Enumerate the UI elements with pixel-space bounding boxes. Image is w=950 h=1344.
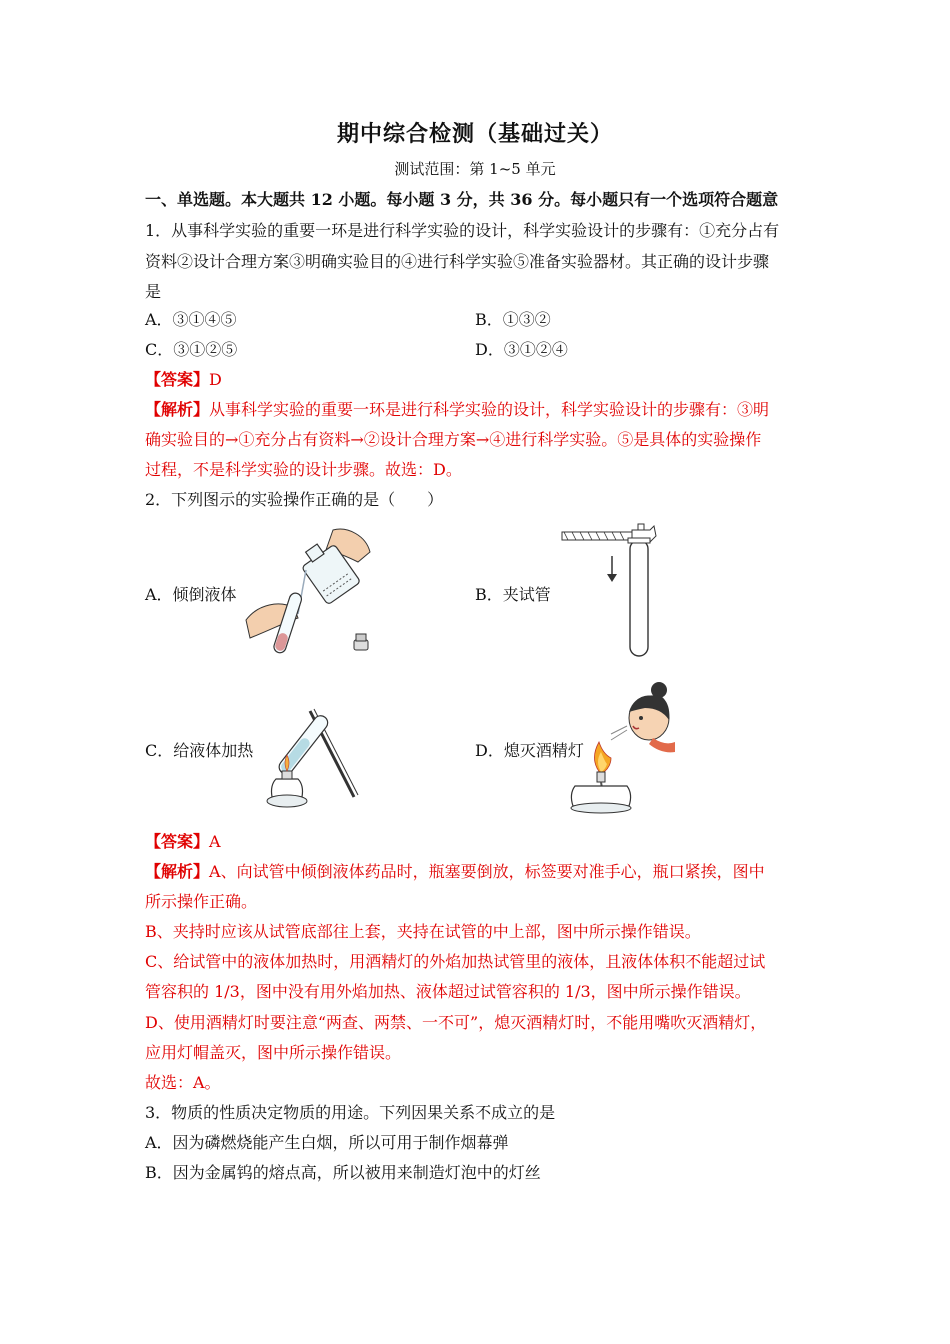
- q3-option-a: A．因为磷燃烧能产生白烟，所以可用于制作烟幕弹: [145, 1133, 509, 1152]
- q1-analysis-line1: [145, 399, 769, 421]
- q2-analysis-tag: 【解析】: [145, 862, 210, 881]
- q1-option-c: C．③①②⑤: [145, 340, 238, 359]
- q2-analysis-a-line2: 所示操作正确。: [145, 892, 258, 911]
- q1-stem-line2: 资料②设计合理方案③明确实验目的④进行科学实验⑤准备实验器材。其正确的设计步骤: [145, 252, 770, 271]
- heating-liquid-figure: [262, 705, 362, 815]
- page-title: 期中综合检测（基础过关）: [336, 122, 613, 147]
- q1-answer-tag: 【答案】: [145, 370, 210, 389]
- q1-analysis-line2: 确实验目的→①充分占有资料→②设计合理方案→④进行科学实验。⑤是具体的实验操作: [145, 430, 762, 449]
- q2-conclusion: 故选：A。: [145, 1073, 221, 1092]
- q2-analysis-c-line1: C、给试管中的液体加热时，用酒精灯的外焰加热试管里的液体，且液体体积不能超过试: [145, 952, 766, 971]
- q2-analysis-b: B、夹持时应该从试管底部往上套，夹持在试管的中上部，图中所示操作错误。: [145, 922, 701, 941]
- q1-stem-line3: 是: [145, 282, 162, 301]
- q1-analysis-text1: 从事科学实验的重要一环是进行科学实验的设计，科学实验设计的步骤有：③明: [209, 400, 770, 419]
- test-tube-clamp-figure: [558, 522, 668, 662]
- q1-option-b: B．①③②: [475, 310, 551, 329]
- q2-answer-value: A: [209, 832, 221, 851]
- q1-option-a: A．③①④⑤: [145, 310, 237, 329]
- q1-analysis-tag: 【解析】: [145, 400, 210, 419]
- q2-option-c: C．给液体加热: [145, 741, 254, 760]
- q1-answer: [145, 369, 222, 391]
- q2-analysis-c-line2: 管容积的 1/3，图中没有用外焰加热、液体超过试管容积的 1/3，图中所示操作错误。: [145, 982, 751, 1001]
- blowing-out-lamp-figure: [565, 680, 680, 815]
- q1-option-d: D．③①②④: [475, 340, 568, 359]
- page-subtitle: 测试范围：第 1~5 单元: [394, 160, 556, 178]
- q1-stem-line1: 1．从事科学实验的重要一环是进行科学实验的设计，科学实验设计的步骤有：①充分占有: [145, 221, 780, 240]
- q2-option-d: D．熄灭酒精灯: [475, 741, 584, 760]
- q1-answer-value: D: [209, 370, 222, 389]
- q2-answer-tag: 【答案】: [145, 832, 210, 851]
- q2-analysis-a-line1: [145, 861, 765, 883]
- q2-option-a: A．倾倒液体: [145, 585, 237, 604]
- q3-stem: 3．物质的性质决定物质的用途。下列因果关系不成立的是: [145, 1103, 556, 1122]
- q1-analysis-line3: 过程，不是科学实验的设计步骤。故选：D。: [145, 460, 462, 479]
- section-heading: 一、单选题。本大题共 12 小题。每小题 3 分，共 36 分。每小题只有一个选项符合题意: [145, 190, 779, 209]
- q2-analysis-d-line1: D、使用酒精灯时要注意“两查、两禁、一不可”，熄灭酒精灯时，不能用嘴吹灭酒精灯，: [145, 1013, 767, 1032]
- q2-analysis-a-text1: A、向试管中倾倒液体药品时，瓶塞要倒放，标签要对准手心，瓶口紧挨，图中: [209, 862, 765, 881]
- pouring-liquid-figure: [238, 522, 378, 662]
- q2-analysis-d-line2: 应用灯帽盖灭，图中所示操作错误。: [145, 1043, 402, 1062]
- q2-stem: 2．下列图示的实验操作正确的是（ ）: [145, 490, 444, 509]
- q2-option-b: B．夹试管: [475, 585, 551, 604]
- q3-option-b: B．因为金属钨的熔点高，所以被用来制造灯泡中的灯丝: [145, 1163, 541, 1182]
- q2-answer: [145, 831, 221, 853]
